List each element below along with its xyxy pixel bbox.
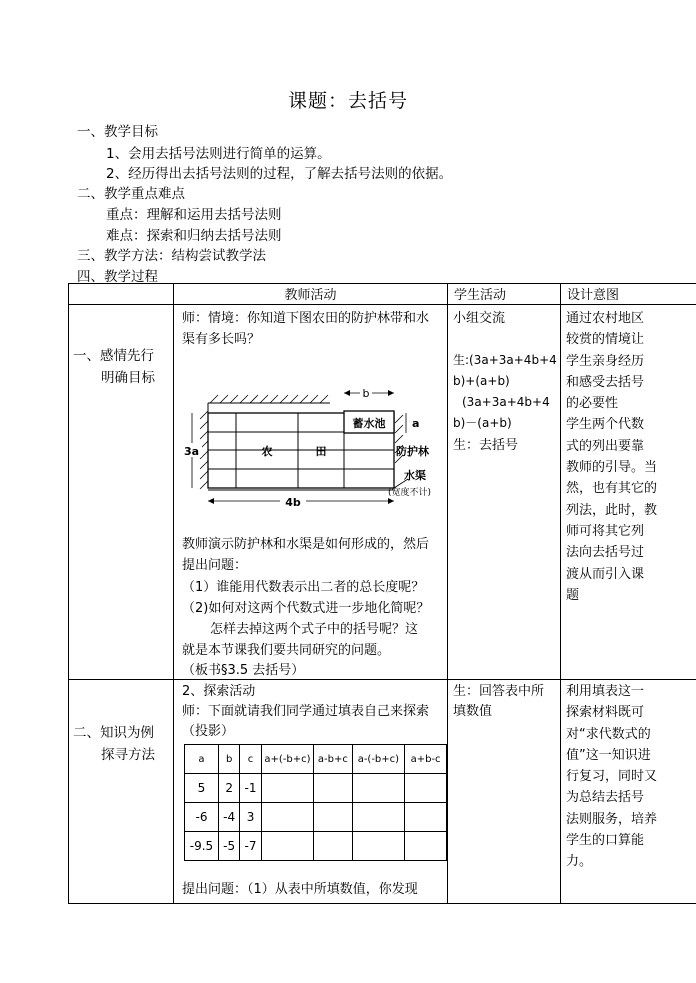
blank-cell[interactable] bbox=[314, 832, 353, 861]
fill-header: a+b-c bbox=[405, 745, 447, 774]
header-teacher: 教师活动 bbox=[174, 284, 448, 305]
teacher-line: 师：情境：你知道下图农田的防护林带和水 bbox=[182, 311, 430, 326]
header-design: 设计意图 bbox=[561, 284, 696, 305]
teacher-question: 提出问题：（1）从表中所填数值，你发现 bbox=[182, 882, 418, 897]
blank-cell[interactable] bbox=[314, 803, 353, 832]
blank-cell[interactable] bbox=[261, 774, 313, 803]
header-student: 学生活动 bbox=[448, 284, 561, 305]
lesson-table bbox=[68, 283, 696, 904]
row1-student-cell bbox=[448, 305, 561, 680]
section-objectives: 一、教学目标 bbox=[77, 124, 158, 140]
teacher-question: 就是本节课我们要共同研究的问题。 bbox=[182, 643, 391, 658]
fill-cell: 5 bbox=[185, 774, 219, 803]
design-line: 渡从而引入课 bbox=[566, 566, 645, 582]
fill-cell: -1 bbox=[240, 774, 261, 803]
fill-table-row bbox=[185, 803, 447, 832]
fill-table-header bbox=[185, 745, 447, 774]
fill-cell: -5 bbox=[218, 832, 239, 861]
design-line: 利用填表这一 bbox=[566, 684, 645, 699]
row1-label-line1: 一、感情先行 bbox=[73, 348, 154, 364]
teacher-line: 教师演示防护林和水渠是如何形成的，然后 bbox=[182, 537, 430, 552]
design-line: 学生的口算能 bbox=[566, 833, 645, 849]
teacher-question: 怎样去掉这两个式子中的括号呢？这 bbox=[210, 622, 419, 637]
teacher-line: （投影） bbox=[182, 724, 235, 739]
row2-teacher-cell bbox=[174, 680, 448, 904]
blank-cell[interactable] bbox=[405, 774, 447, 803]
design-text bbox=[566, 681, 692, 873]
design-line: 列法，此时，教 bbox=[566, 502, 658, 518]
blank-cell[interactable] bbox=[352, 803, 404, 832]
student-line: 生：去括号 bbox=[453, 438, 519, 453]
fill-cell: -4 bbox=[218, 803, 239, 832]
blank-cell[interactable] bbox=[352, 832, 404, 861]
board-note: （板书§3.5 去括号） bbox=[182, 663, 305, 678]
section-process: 四、教学过程 bbox=[77, 269, 158, 285]
row2-label-line2: 探寻方法 bbox=[101, 747, 155, 763]
label-3a: 3a bbox=[184, 445, 200, 458]
header-empty bbox=[69, 284, 174, 305]
fill-table-row bbox=[185, 774, 447, 803]
design-line: 法向去括号过 bbox=[566, 545, 645, 561]
design-line: 和感受去括号 bbox=[566, 374, 645, 390]
page-title: 课题：去括号 bbox=[287, 90, 408, 112]
design-line: 通过农村地区 bbox=[566, 311, 645, 326]
student-line: b)+(a+b) bbox=[453, 374, 510, 388]
row1-design-cell bbox=[561, 305, 696, 680]
design-line: 法则服务，培养 bbox=[566, 811, 658, 827]
key-point: 重点：理解和运用去括号法则 bbox=[106, 207, 282, 223]
design-line: 教师的引导。当 bbox=[566, 460, 658, 476]
objective-2: 2、经历得出去括号法则的过程，了解去括号法则的依据。 bbox=[106, 166, 453, 182]
label-pond: 蓄水池 bbox=[352, 417, 386, 430]
fill-cell: 2 bbox=[218, 774, 239, 803]
label-a: a bbox=[412, 417, 420, 430]
fill-cell: -7 bbox=[240, 832, 261, 861]
blank-cell[interactable] bbox=[352, 774, 404, 803]
label-farm-1: 农 bbox=[261, 445, 273, 458]
teacher-line: 渠有多长吗？ bbox=[182, 332, 261, 347]
student-line: 生：回答表中所 bbox=[453, 684, 545, 699]
farm-diagram bbox=[180, 383, 442, 511]
blank-cell[interactable] bbox=[405, 832, 447, 861]
teacher-question: （1）谁能用代数表示出二者的总长度呢？ bbox=[182, 580, 425, 595]
design-line: 行复习，同时又 bbox=[566, 769, 658, 785]
label-canal: 水渠 bbox=[404, 469, 426, 482]
student-line: (3a+3a+4b+4 bbox=[462, 395, 550, 409]
arrow-left bbox=[344, 390, 350, 396]
blank-cell[interactable] bbox=[261, 832, 313, 861]
fill-cell: 3 bbox=[240, 803, 261, 832]
design-line: 的必要性 bbox=[566, 396, 619, 412]
fill-header: a bbox=[185, 745, 219, 774]
teacher-line: 提出问题： bbox=[182, 558, 248, 573]
teacher-line: 师：下面就请我们同学通过填表自己来探索 bbox=[182, 704, 430, 719]
arrow-right bbox=[388, 498, 394, 504]
design-line: 然，也有其它的 bbox=[566, 481, 658, 497]
fill-header: a-b+c bbox=[314, 745, 353, 774]
design-line: 探索材料既可 bbox=[566, 705, 645, 721]
fill-header: a-(-b+c) bbox=[352, 745, 404, 774]
teacher-line: 2、探索活动 bbox=[182, 684, 256, 699]
difficult-point: 难点：探索和归纳去括号法则 bbox=[106, 228, 282, 244]
design-line: 对“求代数式的 bbox=[566, 726, 651, 742]
blank-cell[interactable] bbox=[314, 774, 353, 803]
student-line: b)－(a+b) bbox=[453, 416, 512, 430]
design-line: 式的列出要靠 bbox=[566, 438, 645, 454]
student-line: 小组交流 bbox=[453, 311, 506, 326]
table-row bbox=[69, 305, 696, 680]
design-line: 学生两个代数 bbox=[566, 417, 645, 433]
arrow-left bbox=[208, 498, 214, 504]
table-header-row bbox=[69, 284, 696, 305]
design-line: 为总结去括号 bbox=[566, 790, 645, 806]
label-4b: 4b bbox=[285, 496, 301, 509]
label-forest: 防护林 bbox=[396, 445, 429, 458]
fill-cell: -6 bbox=[185, 803, 219, 832]
row2-label-cell bbox=[69, 680, 174, 904]
design-line: 力。 bbox=[566, 854, 593, 870]
student-line: 生:(3a+3a+4b+4 bbox=[453, 353, 557, 367]
row1-label-cell bbox=[69, 305, 174, 680]
blank-cell[interactable] bbox=[405, 803, 447, 832]
fill-header: a+(-b+c) bbox=[261, 745, 313, 774]
section-method: 三、教学方法：结构尝试教学法 bbox=[77, 248, 266, 264]
row1-teacher-cell bbox=[174, 305, 448, 680]
arrow-right bbox=[388, 390, 394, 396]
design-text bbox=[566, 308, 692, 606]
design-line: 师可将其它列 bbox=[566, 523, 645, 539]
fill-in-table bbox=[184, 744, 447, 861]
design-line: 学生亲身经历 bbox=[566, 353, 645, 369]
design-line: 较赏的情境让 bbox=[566, 332, 645, 348]
fill-table-row bbox=[185, 832, 447, 861]
fill-header: c bbox=[240, 745, 261, 774]
row2-design-cell bbox=[561, 680, 696, 904]
label-b: b bbox=[362, 387, 370, 400]
fill-header: b bbox=[218, 745, 239, 774]
section-key-points: 二、教学重点难点 bbox=[77, 186, 185, 202]
row2-student-cell bbox=[448, 680, 561, 904]
fill-cell: -9.5 bbox=[185, 832, 219, 861]
table-row bbox=[69, 680, 696, 904]
design-line: 值”这一知识进 bbox=[566, 747, 651, 763]
blank-cell[interactable] bbox=[261, 803, 313, 832]
label-width-note: (宽度不计) bbox=[388, 488, 432, 498]
row1-label-line2: 明确目标 bbox=[101, 370, 155, 386]
objective-1: 1、会用去括号法则进行简单的运算。 bbox=[106, 146, 331, 162]
row2-label-line1: 二、知识为例 bbox=[73, 725, 154, 741]
label-farm-2: 田 bbox=[315, 445, 327, 458]
teacher-question: （2)如何对这两个代数式进一步地化简呢？ bbox=[182, 601, 430, 616]
design-line: 题 bbox=[566, 587, 580, 603]
student-line: 填数值 bbox=[453, 704, 493, 719]
